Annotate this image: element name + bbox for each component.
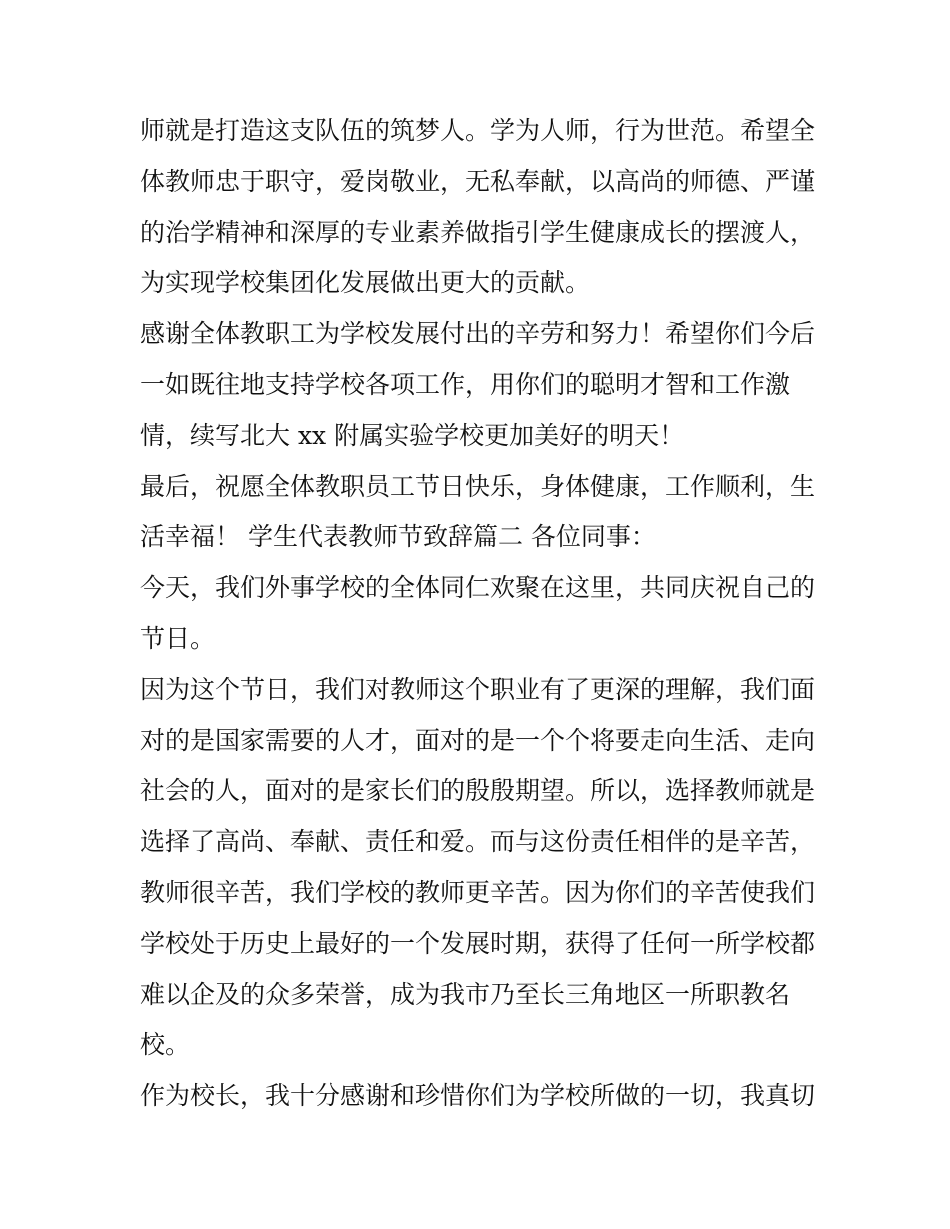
text-line: 情，续写北大 xx 附属实验学校更加美好的明天！ — [140, 420, 685, 450]
text-line: 校。 — [140, 1030, 191, 1060]
text-line: 作为校长，我十分感谢和珍惜你们为学校所做的一切，我真切 — [140, 1081, 816, 1111]
text-line: 节日。 — [140, 623, 216, 653]
text-line: 活幸福！ 学生代表教师节致辞篇二 各位同事： — [140, 522, 656, 552]
text-line: 选择了高尚、奉献、责任和爱。而与这份责任相伴的是辛苦， — [140, 827, 816, 857]
text-line: 一如既往地支持学校各项工作，用你们的聪明才智和工作激 — [140, 369, 791, 399]
text-line: 体教师忠于职守，爱岗敬业，无私奉献，以高尚的师德、严谨 — [140, 166, 816, 196]
document-body — [140, 106, 820, 1122]
text-line: 师就是打造这支队伍的筑梦人。学为人师，行为世范。希望全 — [140, 116, 816, 145]
text-line: 因为这个节日，我们对教师这个职业有了更深的理解，我们面 — [140, 674, 816, 704]
text-line: 社会的人，面对的是家长们的殷殷期望。所以，选择教师就是 — [140, 776, 816, 806]
text-line: 最后，祝愿全体教职员工节日快乐，身体健康，工作顺利，生 — [140, 471, 816, 501]
text-line: 教师很辛苦，我们学校的教师更辛苦。因为你们的辛苦使我们 — [140, 877, 816, 907]
text-line: 难以企及的众多荣誉，成为我市乃至长三角地区一所职教名 — [140, 979, 791, 1009]
text-line: 学校处于历史上最好的一个发展时期，获得了任何一所学校都 — [140, 928, 816, 958]
text-line: 的治学精神和深厚的专业素养做指引学生健康成长的摆渡人， — [140, 217, 816, 247]
text-line: 对的是国家需要的人才，面对的是一个个将要走向生活、走向 — [140, 725, 816, 755]
text-line: 感谢全体教职工为学校发展付出的辛劳和努力！希望你们今后 — [140, 319, 816, 349]
text-line: 为实现学校集团化发展做出更大的贡献。 — [140, 268, 591, 298]
text-line: 今天，我们外事学校的全体同仁欢聚在这里，共同庆祝自己的 — [140, 573, 816, 603]
